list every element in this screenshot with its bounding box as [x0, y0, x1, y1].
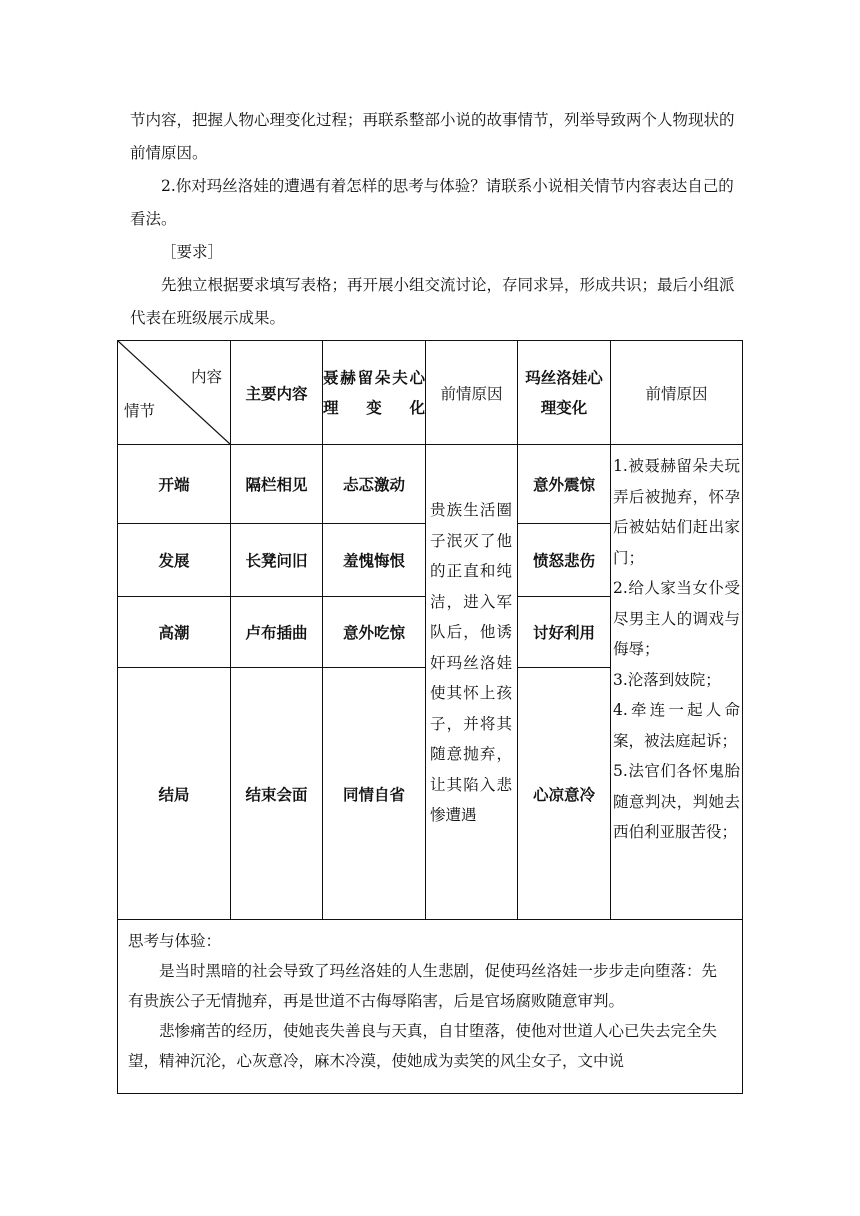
header-cause-2: 前情原因: [611, 341, 743, 445]
diagonal-header-cell: [118, 341, 231, 445]
main-content-cell: 结束会面: [231, 668, 323, 920]
nie-change-cell: 同情自省: [323, 668, 426, 920]
nie-change-cell: 羞愧悔恨: [323, 524, 426, 597]
header-nie-change: 聂赫留朵夫心理变化: [323, 341, 426, 445]
nie-change-cell: 意外吃惊: [323, 597, 426, 668]
main-content-cell: 隔栏相见: [231, 445, 323, 524]
reflection-cell: [118, 920, 743, 1094]
main-content-cell: 卢布插曲: [231, 597, 323, 668]
reflection-row: [118, 920, 743, 1094]
header-content-label: 内容: [190, 368, 222, 386]
nie-cause-cell: 贵族生活圈子泯灭了他的正直和纯洁，进入军队后，他诱奸玛丝洛娃使其怀上孩子，并将其随意抛弃，让其陷入悲惨遭遇: [426, 445, 518, 920]
plot-cell: 发展: [118, 524, 231, 597]
header-main-content: 主要内容: [231, 341, 323, 445]
requirement-heading: ［要求］: [161, 243, 224, 261]
plot-cell: 高潮: [118, 597, 231, 668]
header-cause-1: 前情原因: [426, 341, 518, 445]
maslova-change-cell: 意外震惊: [518, 445, 611, 524]
cause-item: 2.给人家当女仆受尽男主人的调戏与侮辱；: [613, 579, 740, 658]
analysis-table: [117, 340, 743, 1094]
maslova-cause-cell: [611, 445, 743, 920]
table-row: [118, 445, 743, 524]
reflection-label: 思考与体验：: [128, 932, 222, 950]
maslova-change-cell: 愤怒悲伤: [518, 524, 611, 597]
cause-item: 5.法官们各怀鬼胎随意判决，判她去西伯利亚服苦役；: [613, 762, 740, 841]
plot-cell: 开端: [118, 445, 231, 524]
maslova-change-cell: 心凉意冷: [518, 668, 611, 920]
requirement-text: 先独立根据要求填写表格；再开展小组交流讨论，存同求异，形成共识；最后小组派代表在班级展示成果。: [130, 276, 735, 327]
intro-paragraph-1: 节内容，把握人物心理变化过程；再联系整部小说的故事情节，列举导致两个人物现状的前情原因。: [130, 111, 735, 162]
cause-item: 1.被聂赫留朵夫玩弄后被抛弃，怀孕后被姑姑们赶出家门；: [613, 457, 740, 567]
main-content-cell: 长凳问旧: [231, 524, 323, 597]
diagonal-line: [118, 341, 231, 445]
nie-change-cell: 忐忑激动: [323, 445, 426, 524]
cause-item: 3.沦落到妓院；: [613, 670, 721, 689]
table-header-row: [118, 341, 743, 445]
reflection-paragraph: 是当时黑暗的社会导致了玛丝洛娃的人生悲剧，促使玛丝洛娃一步步走向堕落：先有贵族公子无情抛弃，再是世道不古侮辱陷害，后是官场腐败随意审判。: [128, 962, 718, 1010]
reflection-paragraph: 悲惨痛苦的经历，使她丧失善良与天真，自甘堕落，使他对世道人心已失去完全失望，精神沉沦，心灰意冷，麻木冷漠，使她成为卖笑的风尘女子，文中说: [128, 1022, 718, 1070]
question-2: 2.你对玛丝洛娃的遭遇有着怎样的思考与体验？请联系小说相关情节内容表达自己的看法。: [130, 177, 734, 228]
header-plot-label: 情节: [124, 402, 156, 420]
maslova-change-cell: 讨好利用: [518, 597, 611, 668]
header-maslova-change: 玛丝洛娃心理变化: [518, 341, 611, 445]
plot-cell: 结局: [118, 668, 231, 920]
cause-item: 4.牵连一起人命案，被法庭起诉；: [613, 701, 740, 750]
